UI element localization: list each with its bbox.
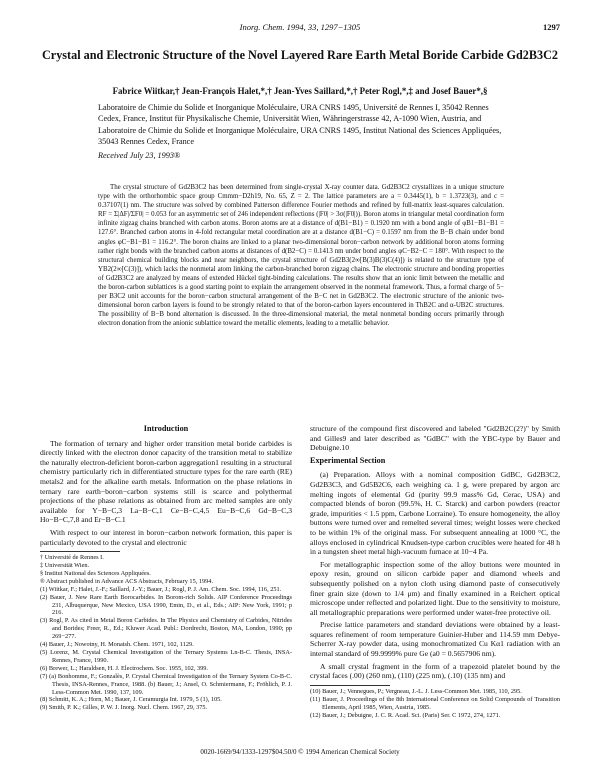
footnote: † Université de Rennes I. — [40, 554, 104, 562]
footnote-divider — [310, 685, 390, 686]
journal-citation: Inorg. Chem. 1994, 33, 1297−1305 — [239, 22, 361, 32]
body-paragraph: A small crystal fragment in the form of a trapezoid platelet bound by the crystal faces (.00) (260 nm), (110) (225 nm), (.10) (135 nm) and — [310, 661, 560, 681]
reference: (4) Bauer, J.; Nowotny, H. Monatsh. Chem. 1971, 102, 1129. — [40, 641, 194, 649]
received-date: Received July 23, 1993® — [98, 151, 181, 160]
copyright-footer: 0020-1669/94/1333-1297$04.50/0 © 1994 American Chemical Society — [200, 748, 400, 756]
body-paragraph: structure of the compound first discovered and labeled "Gd2B2C(2?)" by Smith and Gilles9 and later described as "GdBC" with the YBC-type by Bauer and Debuigne.10 — [310, 424, 560, 453]
reference: (1) Wiitkar, F.; Halet, J.-F.; Saillard, J.-Y.; Bauer, J.; Rogl, P. J. Am. Chem. Soc. 1994, 116, 251. — [40, 585, 282, 593]
reference-list — [310, 688, 560, 720]
section-heading-introduction: Introduction — [143, 424, 189, 433]
affiliations: Laboratoire de Chimie du Solide et Inorganique Moléculaire, URA CNRS 1495, Université de Rennes I, 35042 Rennes Cedex, France, Institut für Physikalische Chemie, Universität Wien, Währingerstrasse 42, A-1090 Wien, Austria, and Laboratoire de Chimie du Solide et Inorganique Moléculaire, URA CNRS 1495, Institut National des Sciences Appliquées, 35043 Rennes Cedex, France — [98, 103, 502, 147]
reference: (8) Schmitt, K. A.; Horn, M.; Bauer, J. Ceramurgia Int. 1979, 5 (1), 105. — [40, 696, 222, 704]
body-paragraph: The formation of ternary and higher order transition metal boride carbides is directly linked with the electron donor capacity of the transition metal to stabilize the naturally electron-deficient boron-carbon aggregation1 resulting in a structural chemistry particularly rich in differentiated structure types for the rare earth (RE) metals2 and for the alkaline earth metals. Information on the phase relations in ternary rare earth−boron−carbon systems still is scarce and polythermal projections of the phase relations as obtained from arc melted samples are only available for Y−B−C,3 La−B−C,1 Ce−B−C,4,5 Eu−B−C,6 Gd−B−C,3 Ho−B−C,7,8 and Er−B−C.1 — [40, 438, 292, 525]
footnote: ‡ Universität Wien. — [40, 562, 90, 570]
body-paragraph: For metallographic inspection some of the alloy buttons were mounted in epoxy resin, ground on silicon carbide paper and diamond wheels and subsequently polished on a nylon cloth using diamond paste of consecutively finer grain size (down to 1/4 μm) and finally examined in a Reichert optical microscope under reflected and polarized light. Due to the sensitivity to moisture, all metallographic preparations were performed under water-free protective oil. — [310, 559, 560, 617]
reference: (7) (a) Bonhomme, F.; Gonzalès, P. Crystal Chemical Investigation of the Ternary System Co-B-C. Thesis, INSA-Rennes, France, 1988. (b) Bauer, J.; Ansel, O. Schmiermann, F.; Fröhlich, P. J. Less-Common Met. 1990, 137, 109. — [40, 672, 292, 696]
reference: (9) Smith, P. K.; Gilles, P. W. J. Inorg. Nucl. Chem. 1967, 29, 375. — [40, 704, 208, 712]
reference: (11) Bauer, J. Proceedings of the 8th International Conference on Solid Compounds of Transition Elements, April 1985, Wien, Austria, 1985. — [310, 695, 560, 711]
affiliation-notes — [40, 554, 292, 586]
reference-list — [40, 586, 292, 713]
page-number: 1297 — [543, 22, 560, 32]
left-column — [40, 424, 292, 712]
reference: (3) Rogl, P. As cited in Metal Boron Carbides. In The Physics and Chemistry of Carbides, Nitrides and Borides; Freer, R., Ed.; Kluwer Acad. Publ.: Dordrecht, Boston, MA, London, 1990; pp 269−277. — [40, 617, 292, 641]
reference: (2) Bauer, J. New Rare Earth Borocarbides. In Borom-rich Solids. AIP Conference Proceedings 231, Albuquerque, New Mexico, USA 1990, Emin, D., et al., Eds.; AIP: New York, 1991; p 216. — [40, 593, 292, 617]
body-paragraph: With respect to our interest in boron−carbon network formation, this paper is particularly devoted to the crystal and electronic — [40, 527, 292, 547]
right-column — [310, 424, 560, 719]
body-paragraph: (a) Preparation. Alloys with a nominal composition GdBC, Gd2B3C2, Gd2B3C3, and Gd5B2C6, each weighing ca. 1 g, were prepared by argon arc melting ingots of elemental Gd (purity 99.9 mass% Gd, Cerac, USA) and compacted blends of boron (99.5%, H. C. Starck) and carbon powders (reactor grade, impurities < 1.5 ppm, Carbone Lorraine). To ensure homogeneity, the alloy buttons were turned over and remelted several times; weight losses were checked to be within 1% of the original mass. For subsequent annealing at 1000 °C, the alloys enclosed in cylindrical Knudsen-type carbon crucibles were heated for 48 h in a tungsten sheet metal high-vacuum furnace at 10−4 Pa. — [310, 470, 560, 557]
body-paragraph: Precise lattice parameters and standard deviations were obtained by a least-squares refinement of room temperature Guinier-Huber and 114.59 mm Debye-Scherrer X-ray powder data, using monochromatized Cu Kα1 radiation with an internal standard of 99.9999% pure Ge (a0 = 0.5657906 nm). — [310, 620, 560, 659]
footnote-divider — [40, 551, 120, 552]
reference: (6) Brewer, L.; Haraldsen, H. J. Electrochem. Soc. 1955, 102, 399. — [40, 664, 208, 672]
footnote: § Institut National des Sciences Appliquées. — [40, 569, 151, 577]
author-list: Fabrice Wiitkar,† Jean-François Halet,*,† Jean-Yves Saillard,*,† Peter Rogl,*,‡ and Josef Bauer*,§ — [112, 86, 488, 96]
reference: (5) Lorenz, M. Crystal Chemical Investigation of the Ternary Systems Ln-B-C. Thesis, INSA-Rennes, France, 1990. — [40, 649, 292, 664]
abstract: The crystal structure of Gd2B3C2 has been determined from single-crystal X-ray counter data. Gd2B3C2 crystallizes in a unique structure type with the orthorhombic space group Cmmm−D2h19, No. 65, Z = 2. The lattice parameters are a = 0.3445(1), b = 1.3723(3), and c = 0.37107(1) nm. The structure was solved by combined Patterson difference Fourier methods and refined by full-matrix least-squares calculation. RF = Σ|ΔF|/ΣF0| = 0.053 for an asymmetric set of 246 independent reflections (|F0| > 3σ(|F0|)). Boron atoms in triangular metal coordination form infinite zigzag chains branched with carbon atoms. Boron atoms are at a distance of d(B1−B1) = 0.1920 nm with a bond angle of φB1−B1−B1 = 127.6°. Branched carbon atoms in 4-fold rectangular metal coordination are at a distance d(B1−C) = 0.1597 nm from the B−B chain under bond angles φC−B1−B1 = 116.2°. The boron chains are linked to a planar two-dimensional boron−carbon network by additional boron atoms forming rather right bonds with the branched carbon atoms at distances of d(B2−C) = 0.1413 nm under bond angles φC−B2−C = 180°. With respect to the structural chemical building blocks and near neighbors, the crystal structure of Gd2B3(2∞[B(3)B(3)C(4)]) is related to the structure type of YB2(2∞[C(3)]), which lacks the nonmetal atom linking the carbon-branched boron zigzag chains. The electronic structure and bonding properties of Gd2B3C2 are analyzed by means of extended Hückel tight-binding calculations. The results show that an ionic limit between the metallic and the boron-carbon sublattices is a good starting point to explain the arrangement observed in the nonmetal framework. Thus, a formal charge of 5− per B3C2 unit accounts for the boron−carbon structural arrangement of the B−C net in Gd2B3C2. The electronic structure of the anionic two-dimensional boron carbon layers is found to be strongly related to that of the boron-carbon layers encountered in ThB2C and α-UB2C structures. The possibility of B−B bond alternation is discussed. In the three-dimensional material, the metal nonmetal bonding occurs primarily through electron donation from the anionic sublattice toward the metallic elements, leading to a metallic behavior. — [98, 184, 504, 328]
reference: (10) Bauer, J.; Vennegues, P.; Vergneau, J.-L. J. Less-Common Met. 1985, 110, 295. — [310, 687, 522, 695]
article-title: Crystal and Electronic Structure of the Novel Layered Rare Earth Metal Boride Carbide Gd2B3C2 — [42, 48, 558, 62]
reference: (12) Bauer, J.; Debuigne, J. C. R. Acad. Sci. (Paris) Ser. C 1972, 274, 1271. — [310, 711, 501, 719]
section-heading-experimental: Experimental Section — [310, 455, 386, 465]
footnote: ® Abstract published in Advance ACS Abstracts, February 15, 1994. — [40, 577, 214, 585]
